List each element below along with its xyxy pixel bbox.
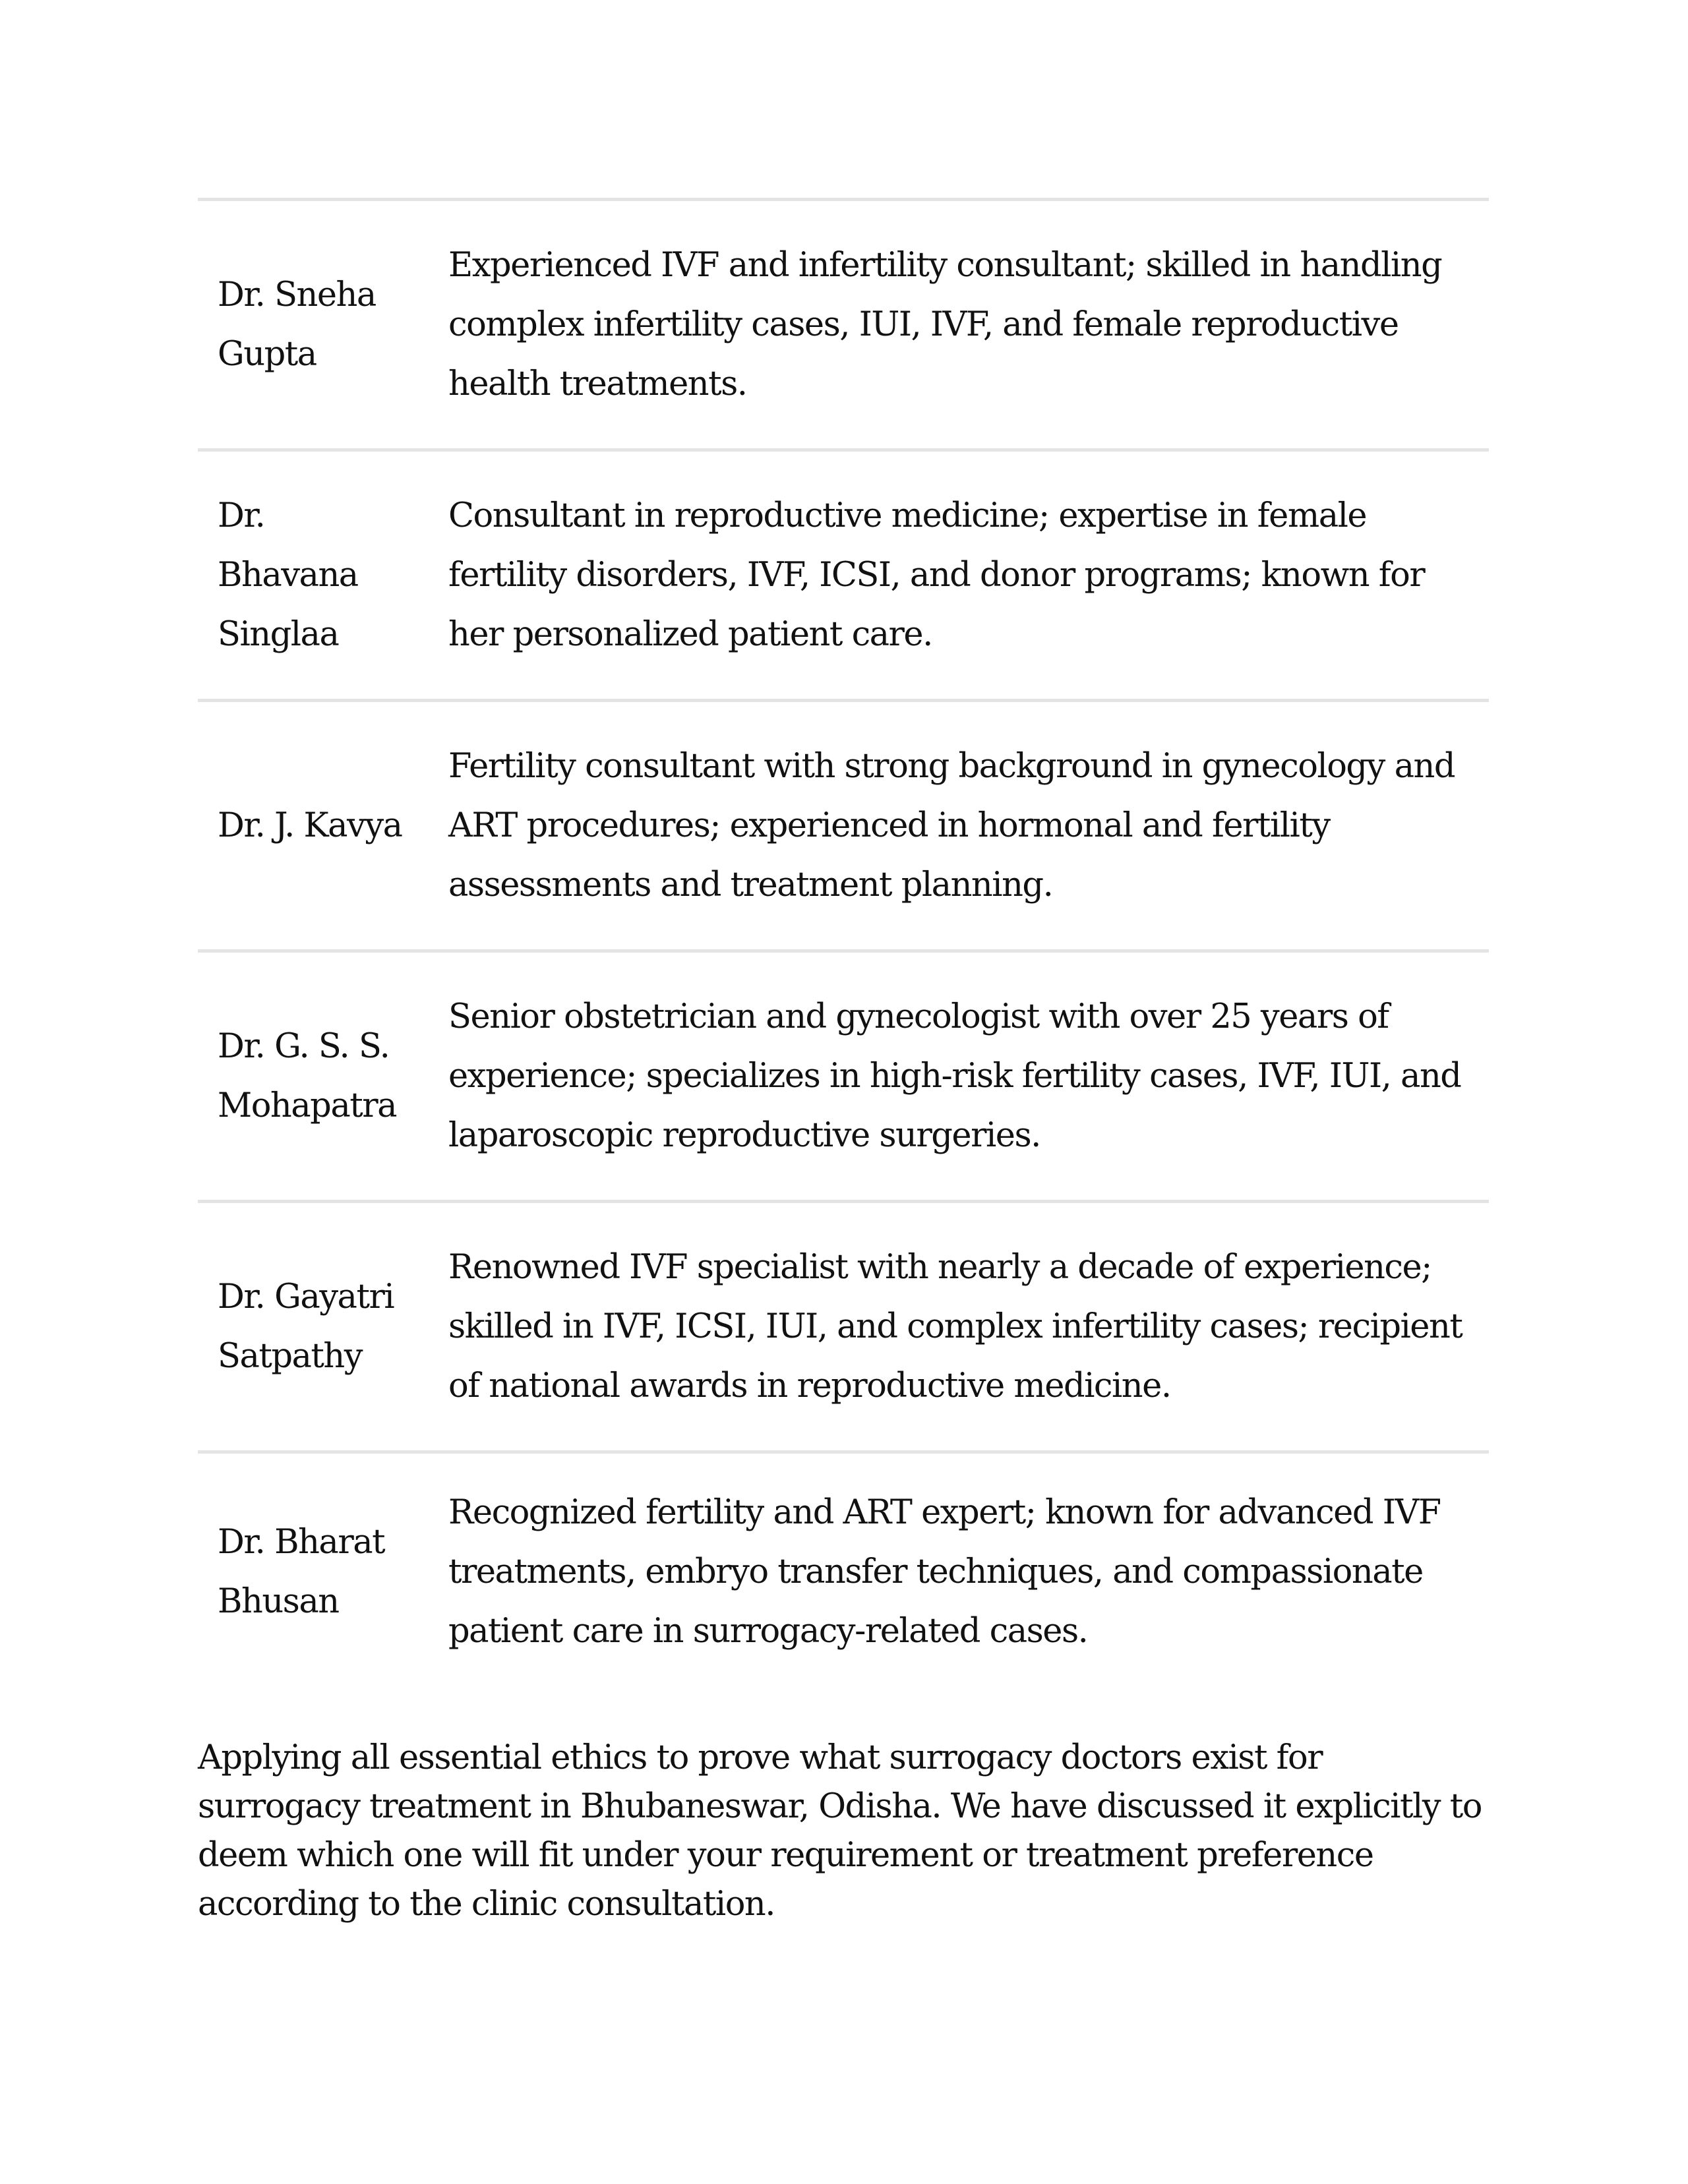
- doctor-name: Dr. G. S. S. Mohapatra: [218, 1026, 397, 1125]
- doctor-name: Dr. J. Kavya: [218, 806, 402, 845]
- doctor-name: Dr. Bhavana Singlaa: [218, 496, 358, 654]
- doctor-description: Fertility consultant with strong background in gynecology and ART procedures; experienced in hormonal and fertility assessments and treatment planning.: [448, 746, 1455, 904]
- table-row: [198, 200, 1489, 450]
- doctors-table: [198, 198, 1489, 1691]
- doctor-description: Senior obstetrician and gynecologist with over 25 years of experience; specializes in high-risk fertility cases, IVF, IUI, and laparoscopic reproductive surgeries.: [448, 997, 1461, 1155]
- doctor-description: Consultant in reproductive medicine; expertise in female fertility disorders, IVF, ICSI, and donor programs; known for her personalized patient care.: [448, 496, 1425, 654]
- table-row: [198, 450, 1489, 701]
- document-content: [198, 198, 1489, 1963]
- table-row: [198, 701, 1489, 951]
- doctor-description: Recognized fertility and ART expert; known for advanced IVF treatments, embryo transfer techniques, and compassionate patient care in surrogacy-related cases.: [448, 1493, 1441, 1651]
- doctor-name: Dr. Bharat Bhusan: [218, 1523, 385, 1621]
- doctor-name: Dr. Sneha Gupta: [218, 275, 376, 374]
- table-row: [198, 951, 1489, 1202]
- table-row: [198, 1452, 1489, 1692]
- closing-paragraph: Applying all essential ethics to prove what surrogacy doctors exist for surrogacy treatment in Bhubaneswar, Odisha. We have discussed it explicitly to deem which one will fit under your requirement or treatment preference according to the clinic consultation.: [198, 1738, 1482, 1924]
- doctor-description: Renowned IVF specialist with nearly a decade of experience; skilled in IVF, ICSI, IUI, and complex infertility cases; recipient of national awards in reproductive medicine.: [448, 1247, 1462, 1405]
- doctor-description: Experienced IVF and infertility consultant; skilled in handling complex infertility cases, IUI, IVF, and female reproductive health treatments.: [448, 245, 1442, 403]
- table-row: [198, 1202, 1489, 1452]
- doctor-name: Dr. Gayatri Satpathy: [218, 1277, 394, 1376]
